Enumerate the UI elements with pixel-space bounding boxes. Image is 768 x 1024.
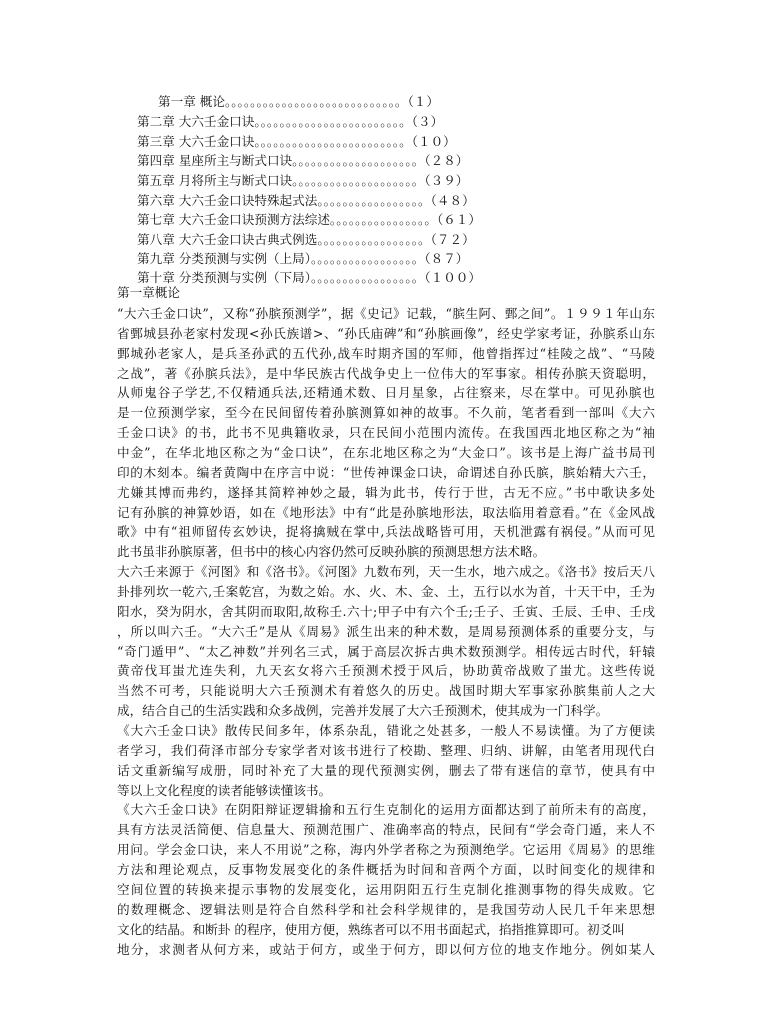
body-line: 尤嫌其博而弗约，遂择其简粹神妙之最，辑为此书，传行于世，古无不应。”书中歌诀多处	[117, 484, 655, 500]
toc-entry: 第七章 大六壬金口诀预测方法综述。。。。。。。。。。。。。。。。（６１）	[137, 212, 481, 227]
body-line: 是一位预测学家，至今在民间留传着孙膑测算如神的故事。不久前，笔者看到一部叫《大六	[117, 405, 655, 421]
body-line: 壬金口诀》的书，此书不见典籍收录，只在民间小范围内流传。在我国西北地区称之为“袖	[117, 425, 655, 441]
body-line: 歌》中有“祖师留传玄妙诀，捉将擒贼在掌中,兵法战略皆可用，天机泄露有祸侵。”从而可见	[117, 524, 655, 540]
toc-entry: 第四章 星座所主与断式口诀。。。。。。。。。。。。。。。。。。。。（２８）	[137, 153, 469, 168]
body-line: ，所以叫六壬。“大六壬”是从《周易》派生出来的种术数，是周易预测体系的重要分支，与	[117, 623, 655, 639]
toc-entry: 第十章 分类预测与实例（下局）。。。。。。。。。。。。。。。。。（１００）	[137, 270, 481, 285]
toc-entry: 第八章 大六壬金口诀古典式例选。。。。。。。。。。。。。。。。。（７２）	[137, 232, 475, 247]
body-line: 文化的结晶。和断卦 的程序，使用方便，熟练者可以不用书面起式，掐指推算即可。初爻叫	[117, 921, 625, 937]
body-line: 之战”，著《孙膑兵法》，是中华民族古代战争史上一位伟大的军事家。相传孙膑天资聪明，	[117, 365, 655, 381]
body-line: 具有方法灵活简便、信息量大、预测范围广、准确率高的特点，民间有“学会奇门遁，来人不	[117, 822, 655, 838]
body-line: 者学习，我们荷泽市部分专家学者对该书进行了校勘、整理、归纳、讲解，由笔者用现代白	[117, 742, 655, 758]
body-line: 话文重新编写成册，同时补充了大量的现代预测实例，删去了带有迷信的章节，使具有中	[117, 762, 655, 778]
body-line: 省鄄城县孙老家村发现<孙氏族谱>、“孙氏庙碑”和“孙膑画像”，经史学家考证，孙膑系山东	[117, 325, 655, 341]
body-line: 地分，求测者从何方来，或站于何方，或坐于何方，即以何方位的地支作地分。例如某人	[117, 941, 655, 957]
body-line: 方法和理论观点，反事物发展变化的条件概括为时间和音两个方面，以时间变化的规律和	[117, 862, 655, 878]
body-line: 等以上文化程度的读者能够读懂该书。	[117, 782, 332, 798]
body-line: 此书虽非孙膑原著，但书中的核心内容仍然可反映孙膑的预测思想方法术略。	[117, 544, 546, 560]
body-line: 印的木刻本。编者黄陶中在序言中说：“世传神课金口诀，命谓述自孙氏膑，膑始精大六壬，	[117, 464, 655, 480]
toc-entry: 第三章 大六壬金口诀。。。。。。。。。。。。。。。。。。。。。。。。（１０）	[137, 134, 456, 149]
body-line: 成，结合自己的生活实践和众多战例，完善并发展了大六壬预测术，使其成为一门科学。	[117, 703, 609, 719]
toc-entry: 第二章 大六壬金口诀。。。。。。。。。。。。。。。。。。。。。。。。（３）	[137, 114, 444, 129]
body-line: “奇门遁甲”、“太乙神数”并列名三式，属于高层次拆古典术数预测学。相传远古时代，轩辕	[117, 643, 655, 659]
section-title: 第一章概论	[117, 285, 180, 300]
body-line: 空间位置的转换来提示事物的发展变化，运用阴阳五行生克制化推测事物的得失成败。它	[117, 881, 655, 897]
body-line: 当然不可考，只能说明大六壬预测术有着悠久的历史。战国时期大军事家孙膑集前人之大	[117, 683, 655, 699]
toc-entry: 第五章 月将所主与断式口诀。。。。。。。。。。。。。。。。。。。。（３９）	[137, 173, 469, 188]
body-line: 《大六壬金口诀》散传民间多年，体系杂乱，错讹之处甚多，一般人不易读懂。为了方便读	[117, 723, 655, 739]
body-line: “大六壬金口诀”，又称“孙膑预测学”，据《史记》记载，“膑生阿、鄄之间”。１９９１年山东	[117, 306, 655, 321]
body-line: 卦排列坎一乾六,壬案乾宫，为数之始。水、火、木、金、土，五行以水为首，十天干中，壬为	[117, 584, 655, 600]
body-line: 黄帝伐耳蚩尤连失利，九天玄女将六壬预测术授于风后，协助黄帝战败了蚩尤。这些传说	[117, 663, 655, 679]
body-line: 大六壬来源于《河图》和《洛书》。《河图》九数布列，天一生水，地六成之。《洛书》按后天八	[117, 564, 655, 580]
body-line: 阳水，癸为阴水，舍其阴而取阳,故称壬.六十;甲子中有六个壬;壬子、壬寅、壬辰、壬申、壬戌	[117, 603, 655, 619]
body-line: 记有孙膑的神算妙语，如在《地形法》中有“此是孙膑地形法，取法临用着意看。”在《金风战	[117, 504, 655, 520]
toc-entry: 第九章 分类预测与实例（上局）。。。。。。。。。。。。。。。。。（８７）	[137, 251, 469, 266]
toc-entry: 第六章 大六壬金口诀特殊起式法。。。。。。。。。。。。。。。。。（４８）	[137, 193, 475, 208]
toc-entry: 第一章 概论。。。。。。。。。。。。。。。。。。。。。。。。。。。。（１）	[158, 94, 439, 109]
body-line: 的数理概念、逻辑法则是符合自然科学和社会科学规律的，是我国劳动人民几千年来思想	[117, 901, 655, 917]
body-line: 《大六壬金口诀》在阴阳辩证逻辑揄和五行生克制化的运用方面都达到了前所未有的高度，	[117, 802, 655, 818]
body-line: 用问。学会金口诀，来人不用说”之称，海内外学者称之为预测绝学。它运用《周易》的思维	[117, 842, 655, 858]
body-line: 从师鬼谷子学艺,不仅精通兵法,还精通术数、日月星象，占往察来，尽在掌中。可见孙膑也	[117, 385, 655, 401]
body-line: 鄄城孙老家人，是兵圣孙武的五代孙,战车时期齐国的军师，他曾指挥过“桂陵之战”、“马陵	[117, 345, 655, 361]
body-text	[117, 304, 655, 959]
body-line: 中金”，在华北地区称之为“金口诀”，在东北地区称之为“大金口”。该书是上海广益书局刊	[117, 445, 655, 461]
